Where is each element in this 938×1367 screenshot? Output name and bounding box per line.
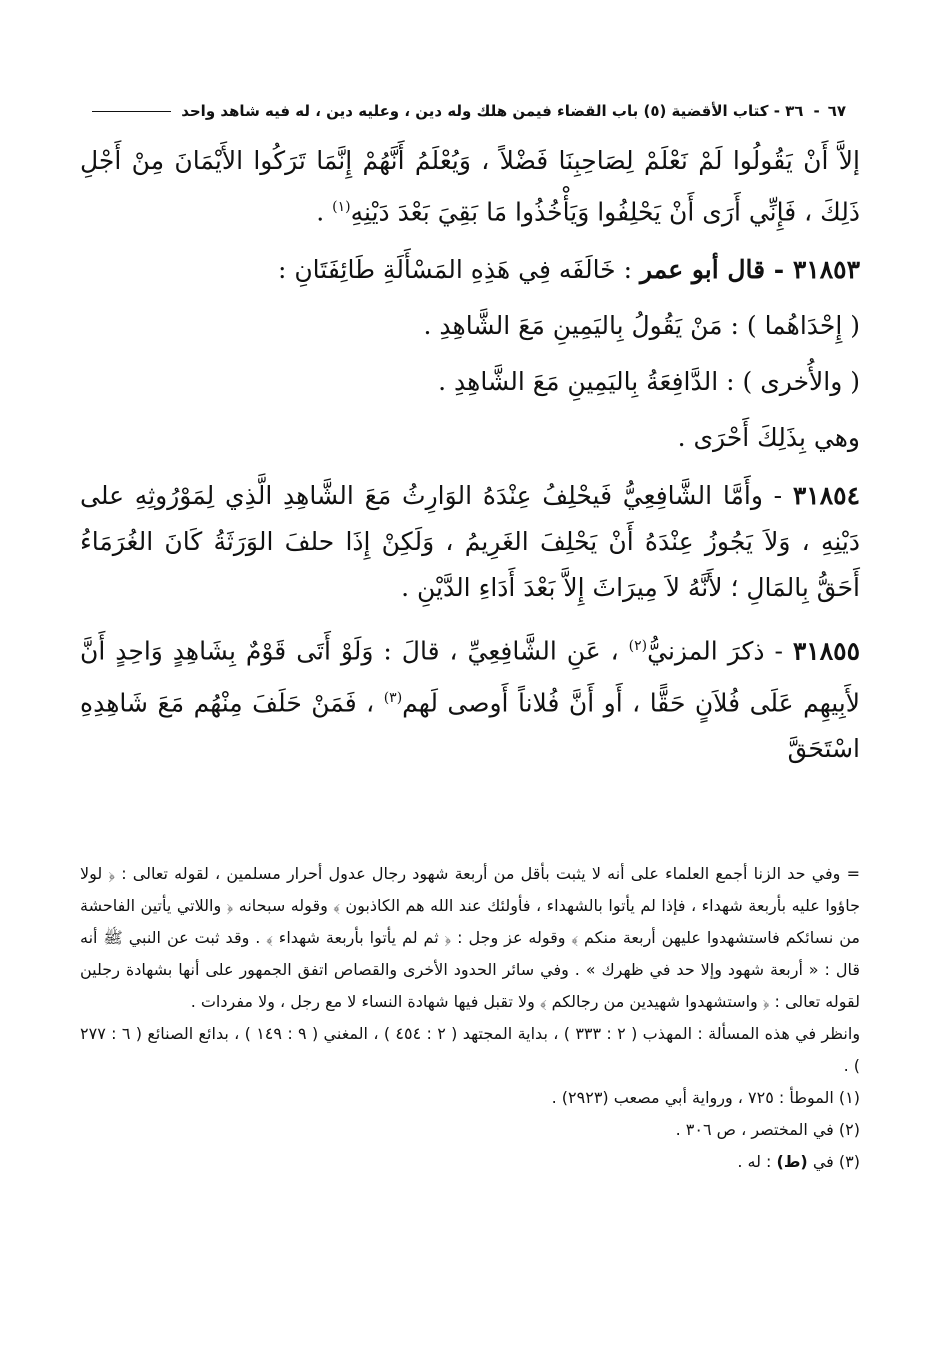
footnote-continuation: = وفي حد الزنا أجمع العلماء على أنه لا يثبت بأقل من أربعة شهود رجال عدول أحرار مسلمين ، لقوله تعالى : ﴿ لولا جاؤوا عليه بأربعة شهداء ، فإذا لم يأتوا بالشهداء ، فأولئك عند الله هم الكاذبون ﴾ وقوله سبحانه ﴿ واللاتي يأتين الفاحشة من نسائكم فاستشهدوا عليهن أربعة منكم ﴾ وقوله عز وجل : ﴿ ثم لم يأتوا بأربعة شهداء ﴾ . وقد ثبت عن النبي ﷺ أنه قال : « أربعة شهود وإلا حد في ظهرك » . وفي سائر الحدود الأخرى والقصاص اتفق الجمهور على أنها بشهادة رجلين لقوله تعالى : ﴿ واستشهدوا شهيدين من رجالكم ﴾ ولا تقبل فيها شهادة النساء لا مع رجل ، ولا مفردات .	[80, 864, 860, 1011]
main-text	[80, 138, 860, 772]
first-group-line: ( إِحْدَاهُما ) : مَنْ يَقُولُ بِاليَمِينِ مَعَ الشَّاهِدِ .	[423, 311, 860, 341]
footnote-1: (١) الموطأ : ٧٢٥ ، ورواية أبي مصعب (٢٩٢٣) .	[551, 1088, 860, 1107]
second-group-line: ( والأُخرى ) : الدَّافِعَةُ بِاليَمِينِ مَعَ الشَّاهِدِ .	[438, 367, 860, 397]
paragraph-31853	[80, 247, 860, 293]
header-dash: -	[813, 102, 820, 120]
footnotes	[80, 858, 860, 1178]
paragraph-number: ٣١٨٥٣	[792, 255, 860, 285]
page-number: ٦٧	[827, 102, 846, 120]
running-header	[92, 96, 846, 126]
manuscript-siglum: (ط)	[776, 1152, 808, 1171]
paragraph-text: ، فَمَنْ حَلَفَ مِنْهُم مَعَ شَاهِدِهِ اسْتَحَقَّ	[80, 687, 860, 763]
header-rule	[92, 111, 171, 112]
paragraph-text: إلاَّ أَنْ يَقُولُوا لَمْ نَعْلَمْ لِصَاحِبِنَا فَضْلاً ، وَيُعْلَمُ أَنَّهُمْ إِنَّمَا تَرَكُوا الأَيْمَانَ مِنْ أَجْلِ ذَلِكَ ، فَإِنِّي أَرَى أَنْ يَحْلِفُوا وَيَأْخُذُوا مَا بَقِيَ بَعْدَ دَيْنِهِ	[80, 146, 860, 227]
paragraph-continuation	[80, 138, 860, 235]
footnote-references: وانظر في هذه المسألة : المهذب ( ٢ : ٣٣٣ ) ، بداية المجتهد ( ٢ : ٤٥٤ ) ، المغني ( ٩ : ١٤٩ ) ، بدائع الصنائع ( ٦ : ٢٧٧ ) .	[80, 1024, 861, 1075]
footnote-2: (٢) في المختصر ، ص ٣٠٦ .	[675, 1120, 860, 1139]
header-title: ٣٦ - كتاب الأقضية (٥) باب القضاء فيمن هلك وله دين ، وعليه دين ، له فيه شاهد واحد	[181, 102, 804, 120]
footnote-ref-3: (٣)	[383, 689, 403, 706]
paragraph-text: - وأَمَّا الشَّافِعِيُّ فَيحْلِفُ عِنْدَهُ الوَارِثُ مَعَ الشَّاهِدِ الَّذِي لِمَوْرُوثِهِ على دَيْنِهِ ، وَلاَ يَجُوزُ عِنْدَهُ أَنْ يَحْلِفَ الغَرِيمُ ، وَلَكِنْ إِذَا حلفَ الوَرَثَةُ كَانَ الغُرَمَاءُ أَحَقُّ بِالمَالِ ؛ لأَنَّهُ لاَ مِيرَاثَ إِلاَّ بَعْدَ أَدَاءِ الدَّيْنِ .	[80, 481, 860, 603]
paragraph-31855	[80, 623, 860, 772]
paragraph-number: ٣١٨٥٤	[792, 481, 860, 511]
speaker-lead: - قال أبو عمر	[639, 255, 793, 285]
paragraph-text: ، عَنِ الشَّافِعِيِّ ، قالَ : وَلَوْ أَتَى قَوْمٌ بِشَاهِدٍ وَاحِدٍ أَنَّ لأَبِيهِم عَلَى فُلاَنٍ حَقًّا ، أَو أَنَّ فُلاناً أَوصى لَهم	[80, 636, 860, 717]
paragraph-end: .	[316, 197, 333, 227]
footnote-3	[80, 1146, 860, 1178]
footnote-ref-1: (١)	[332, 199, 351, 215]
paragraph-text: : خَالَفَه فِي هَذِهِ المَسْأَلَةِ طَائِفَتَانِ :	[277, 255, 640, 285]
footnote-text: : له .	[737, 1152, 777, 1171]
paragraph-text: - ذكرَ المزنيُّ	[647, 636, 793, 666]
paragraph-31854	[80, 473, 860, 611]
conclusion-line: وهي بِذَلِكَ أَحْرَى .	[677, 423, 860, 453]
paragraph-number: ٣١٨٥٥	[792, 636, 860, 666]
footnote-ref-2: (٢)	[628, 638, 648, 655]
footnote-text: (٣) في	[807, 1152, 860, 1171]
